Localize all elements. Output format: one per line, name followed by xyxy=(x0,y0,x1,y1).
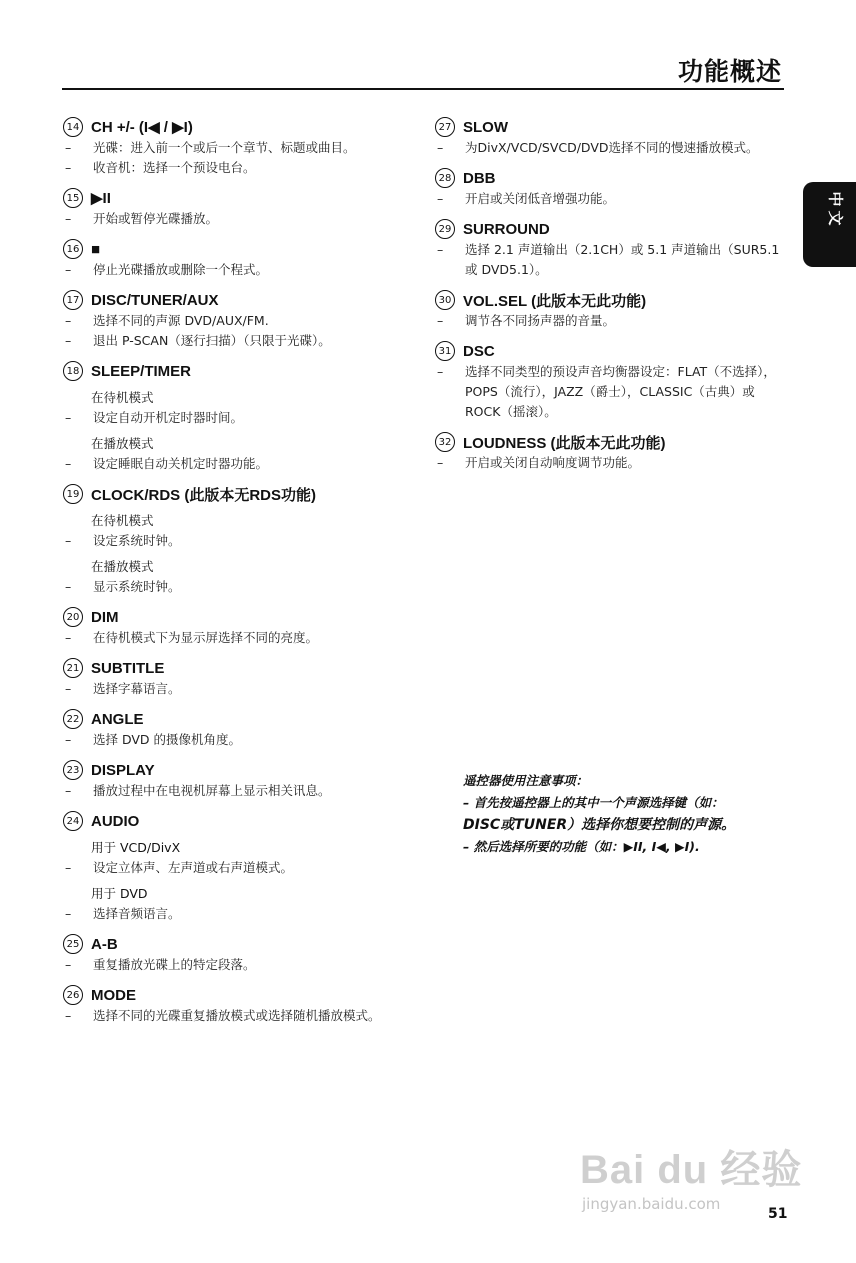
feature-heading xyxy=(435,431,785,453)
item-number: 16 xyxy=(63,239,83,259)
description-text: 设定睡眠自动关机定时器功能。 xyxy=(93,456,269,471)
language-tab xyxy=(803,182,856,267)
description-text: 选择不同的光碟重复播放模式或选择随机播放模式。 xyxy=(93,1008,381,1023)
dash-bullet: – xyxy=(437,455,444,470)
feature-heading xyxy=(63,810,408,832)
feature-heading xyxy=(63,657,408,679)
mode-subheading: 在待机模式 xyxy=(91,513,154,528)
description-text: 选择字幕语言。 xyxy=(93,681,181,696)
feature-item-16 xyxy=(63,238,408,280)
feature-heading xyxy=(63,289,408,311)
dash-bullet: – xyxy=(65,333,72,348)
feature-item-21 xyxy=(63,657,408,699)
feature-item-29 xyxy=(435,218,785,280)
feature-title: DISC/TUNER/AUX xyxy=(91,291,219,309)
feature-item-28 xyxy=(435,167,785,209)
feature-item-22 xyxy=(63,708,408,750)
mode-subheading: 用于 VCD/DivX xyxy=(91,840,181,855)
description-text: 设定自动开机定时器时间。 xyxy=(93,410,244,425)
description-text: 选择不同的声源 DVD/AUX/FM. xyxy=(93,313,269,328)
dash-bullet: – xyxy=(65,732,72,747)
feature-item-24 xyxy=(63,810,408,924)
feature-title: SUBTITLE xyxy=(91,659,165,677)
feature-heading xyxy=(63,933,408,955)
watermark-url: jingyan.baidu.com xyxy=(582,1195,721,1213)
item-number: 29 xyxy=(435,219,455,239)
description-text: 为DivX/VCD/SVCD/DVD选择不同的慢速播放模式。 xyxy=(465,140,759,155)
item-number: 18 xyxy=(63,361,83,381)
feature-title: ANGLE xyxy=(91,710,144,728)
dash-bullet: – xyxy=(437,140,444,155)
dash-bullet: – xyxy=(437,242,444,257)
dash-bullet: – xyxy=(65,957,72,972)
description-line xyxy=(63,531,408,551)
description-line xyxy=(435,189,785,209)
description-text: 收音机：选择一个预设电台。 xyxy=(93,160,256,175)
feature-item-19 xyxy=(63,483,408,597)
description-line xyxy=(63,311,408,331)
description-text: 开启或关闭低音增强功能。 xyxy=(465,191,616,206)
description-text: 重复播放光碟上的特定段落。 xyxy=(93,957,256,972)
feature-item-30 xyxy=(435,289,785,331)
feature-item-23 xyxy=(63,759,408,801)
description-line xyxy=(63,955,408,975)
header-rule xyxy=(62,88,784,90)
feature-title: VOL.SEL (此版本无此功能) xyxy=(463,292,647,310)
mode-subheading: 在播放模式 xyxy=(91,436,154,451)
feature-item-17 xyxy=(63,289,408,351)
feature-title: A-B xyxy=(91,935,118,953)
description-line xyxy=(63,454,408,474)
description-text: 选择 2.1 声道输出（2.1CH）或 5.1 声道输出（SUR5.1 或 DVD5.1）。 xyxy=(465,242,780,277)
description-line xyxy=(63,158,408,178)
dash-bullet: – xyxy=(65,313,72,328)
page-title: 功能概述 xyxy=(677,57,782,86)
dash-bullet: – xyxy=(65,211,72,226)
item-number: 31 xyxy=(435,341,455,361)
item-number: 30 xyxy=(435,290,455,310)
item-number: 27 xyxy=(435,117,455,137)
remote-note xyxy=(463,770,793,858)
feature-item-18 xyxy=(63,360,408,474)
description-line xyxy=(63,628,408,648)
item-number: 25 xyxy=(63,934,83,954)
dash-bullet: – xyxy=(65,681,72,696)
dash-bullet: – xyxy=(65,906,72,921)
feature-title: SLEEP/TIMER xyxy=(91,362,192,380)
description-line xyxy=(63,331,408,351)
item-number: 32 xyxy=(435,432,455,452)
feature-title: AUDIO xyxy=(91,812,140,830)
feature-item-20 xyxy=(63,606,408,648)
description-text: 停止光碟播放或删除一个程式。 xyxy=(93,262,269,277)
mode-subheading: 用于 DVD xyxy=(91,886,148,901)
description-line xyxy=(63,138,408,158)
item-number: 28 xyxy=(435,168,455,188)
mode-subheading: 在待机模式 xyxy=(91,390,154,405)
feature-heading xyxy=(435,116,785,138)
note-line: – 然后选择所要的功能（如：▶II, I◀, ▶I). xyxy=(463,839,700,854)
note-line: DISC或TUNER）选择你想要控制的声源。 xyxy=(463,817,736,833)
item-number: 21 xyxy=(63,658,83,678)
feature-heading xyxy=(63,984,408,1006)
description-line xyxy=(435,240,785,280)
description-line xyxy=(63,1006,408,1026)
language-tab-label: 中文 xyxy=(826,191,845,230)
description-line xyxy=(63,209,408,229)
dash-bullet: – xyxy=(65,410,72,425)
description-text: 设定系统时钟。 xyxy=(93,533,181,548)
dash-bullet: – xyxy=(65,533,72,548)
feature-heading xyxy=(63,116,408,138)
feature-item-15 xyxy=(63,187,408,229)
dash-bullet: – xyxy=(65,262,72,277)
dash-bullet: – xyxy=(65,160,72,175)
note-line: – 首先按遥控器上的其中一个声源选择键（如： xyxy=(463,795,724,810)
description-text: 光碟：进入前一个或后一个章节、标题或曲目。 xyxy=(93,140,356,155)
dash-bullet: – xyxy=(65,579,72,594)
feature-heading xyxy=(63,759,408,781)
feature-item-32 xyxy=(435,431,785,473)
description-text: 开启或关闭自动响度调节功能。 xyxy=(465,455,641,470)
description-line xyxy=(435,362,785,422)
feature-title: DBB xyxy=(463,169,496,187)
item-number: 15 xyxy=(63,188,83,208)
description-line xyxy=(63,577,408,597)
feature-item-27 xyxy=(435,116,785,158)
dash-bullet: – xyxy=(65,860,72,875)
feature-item-26 xyxy=(63,984,408,1026)
feature-heading xyxy=(63,708,408,730)
dash-bullet: – xyxy=(65,1008,72,1023)
feature-title: LOUDNESS (此版本无此功能) xyxy=(463,434,666,452)
description-text: 开始或暂停光碟播放。 xyxy=(93,211,219,226)
left-column xyxy=(63,116,408,1035)
feature-heading xyxy=(435,340,785,362)
dash-bullet: – xyxy=(65,783,72,798)
feature-title: MODE xyxy=(91,986,136,1004)
feature-title: DSC xyxy=(463,342,495,360)
description-text: 选择音频语言。 xyxy=(93,906,181,921)
feature-heading xyxy=(435,289,785,311)
note-heading: 遥控器使用注意事项： xyxy=(463,773,589,788)
watermark-logo: Bai du 经验 xyxy=(580,1148,803,1192)
item-number: 17 xyxy=(63,290,83,310)
feature-heading xyxy=(63,360,408,382)
page-number: 51 xyxy=(768,1206,788,1222)
description-text: 播放过程中在电视机屏幕上显示相关讯息。 xyxy=(93,783,331,798)
feature-title: SURROUND xyxy=(463,220,550,238)
dash-bullet: – xyxy=(65,630,72,645)
feature-title: CH +/- (I◀ / ▶I) xyxy=(91,119,193,136)
description-line xyxy=(435,138,785,158)
feature-title: DISPLAY xyxy=(91,761,155,779)
feature-item-31 xyxy=(435,340,785,422)
feature-heading xyxy=(435,167,785,189)
mode-subheading: 在播放模式 xyxy=(91,559,154,574)
description-line xyxy=(63,730,408,750)
description-text: 显示系统时钟。 xyxy=(93,579,181,594)
description-line xyxy=(63,408,408,428)
feature-heading xyxy=(435,218,785,240)
description-line xyxy=(435,311,785,331)
feature-title: DIM xyxy=(91,608,119,626)
description-line xyxy=(63,260,408,280)
dash-bullet: – xyxy=(437,364,444,379)
feature-heading xyxy=(63,606,408,628)
item-number: 24 xyxy=(63,811,83,831)
dash-bullet: – xyxy=(65,456,72,471)
description-text: 调节各不同扬声器的音量。 xyxy=(465,313,616,328)
feature-item-14 xyxy=(63,116,408,178)
description-text: 选择不同类型的预设声音均衡器设定：FLAT（不选择），POPS（流行），JAZZ（爵士），CLASSIC（古典）或 ROCK（摇滚）。 xyxy=(465,364,776,419)
feature-item-25 xyxy=(63,933,408,975)
description-text: 选择 DVD 的摄像机角度。 xyxy=(93,732,242,747)
item-number: 14 xyxy=(63,117,83,137)
feature-heading xyxy=(63,238,408,260)
item-number: 20 xyxy=(63,607,83,627)
item-number: 22 xyxy=(63,709,83,729)
feature-title: ■ xyxy=(91,240,101,258)
dash-bullet: – xyxy=(437,313,444,328)
dash-bullet: – xyxy=(65,140,72,155)
item-number: 26 xyxy=(63,985,83,1005)
description-line xyxy=(63,858,408,878)
dash-bullet: – xyxy=(437,191,444,206)
item-number: 19 xyxy=(63,484,83,504)
feature-title: ▶II xyxy=(91,190,111,207)
right-column xyxy=(435,116,785,482)
description-text: 退出 P-SCAN（逐行扫描）（只限于光碟）。 xyxy=(93,333,331,348)
feature-heading xyxy=(63,483,408,505)
description-line xyxy=(63,679,408,699)
feature-title: SLOW xyxy=(463,118,508,136)
description-line xyxy=(435,453,785,473)
description-line xyxy=(63,781,408,801)
feature-heading xyxy=(63,187,408,209)
feature-title: CLOCK/RDS (此版本无RDS功能) xyxy=(91,486,316,504)
description-text: 设定立体声、左声道或右声道模式。 xyxy=(93,860,294,875)
item-number: 23 xyxy=(63,760,83,780)
description-text: 在待机模式下为显示屏选择不同的亮度。 xyxy=(93,630,319,645)
description-line xyxy=(63,904,408,924)
